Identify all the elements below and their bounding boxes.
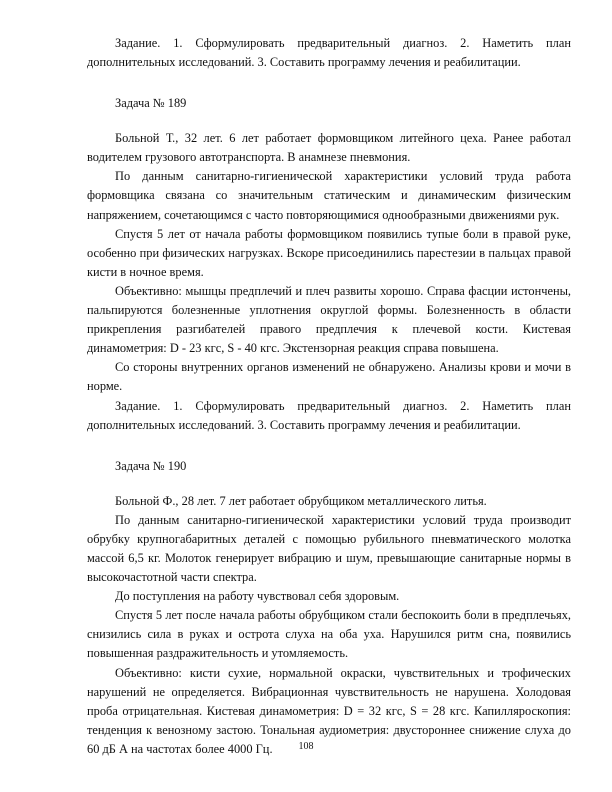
paragraph: Объективно: кисти сухие, нормальной окраски, чувствительных и трофических нарушений не определяется. Вибрационная чувствительность не нарушена. Холодовая проба отрицательная. Кистевая динамометрия: D = 32 кгс, S = 28 кгс. Капилляроскопия: тенденция к венозному застою. Тональная аудиометрия: двустороннее снижение слуха до 60 дБ А на частотах более 4000 Гц. (87, 665, 571, 756)
paragraph: До поступления на работу чувствовал себя здоровым. (115, 589, 400, 604)
spacer (87, 72, 571, 94)
spacer (87, 435, 571, 457)
spacer (87, 476, 571, 492)
task-189-heading: Задача № 189 (115, 96, 187, 111)
page-number: 108 (298, 741, 314, 752)
spacer (87, 113, 571, 129)
paragraph: Объективно: мышцы предплечий и плеч развиты хорошо. Справа фасции истончены, пальпируются болезненные уплотнения округлой формы. Болезненность в области прикрепления разгибателей правого предплечия к плечевой кости. Кистевая динамометрия: D - 23 кгс, S - 40 кгс. Экстензорная реакция справа повышена. (87, 283, 571, 356)
document-page (87, 34, 571, 759)
task-instructions: Задание. 1. Сформулировать предварительный диагноз. 2. Наметить план дополнительных исследований. 3. Составить программу лечения и реабилитации. (87, 398, 571, 432)
paragraph: Спустя 5 лет после начала работы обрубщиком стали беспокоить боли в предплечьях, снизились сила в руках и острота слуха на оба уха. Нарушился ритм сна, появились повышенная раздражительность и утомляемость. (87, 608, 571, 661)
task-190-heading: Задача № 190 (115, 458, 187, 473)
paragraph: По данным санитарно-гигиенической характеристики условий труда работа формовщика связана со значительным статическим и динамическим физическим напряжением, сочетающимся с часто повторяющимися однообразными движениями рук. (87, 169, 571, 222)
task-instructions: Задание. 1. Сформулировать предварительный диагноз. 2. Наметить план дополнительных исследований. 3. Составить программу лечения и реабилитации. (87, 36, 571, 70)
paragraph: Со стороны внутренних органов изменений не обнаружено. Анализы крови и мочи в норме. (87, 360, 571, 394)
paragraph: Больной Ф., 28 лет. 7 лет работает обрубщиком металлического литья. (115, 493, 487, 508)
paragraph: Больной Т., 32 лет. 6 лет работает формовщиком литейного цеха. Ранее работал водителем грузового автотранспорта. В анамнезе пневмония. (87, 131, 571, 165)
paragraph: Спустя 5 лет от начала работы формовщиком появились тупые боли в правой руке, особенно при физических нагрузках. Вскоре присоединились парестезии в пальцах правой кисти в ночное время. (87, 226, 571, 279)
paragraph: По данным санитарно-гигиенической характеристики условий труда производит обрубку крупногабаритных деталей с помощью рубильного пневматического молотка массой 6,5 кг. Молоток генерирует вибрацию и шум, превышающие санитарные нормы в высокочастотной части спектра. (87, 512, 571, 585)
